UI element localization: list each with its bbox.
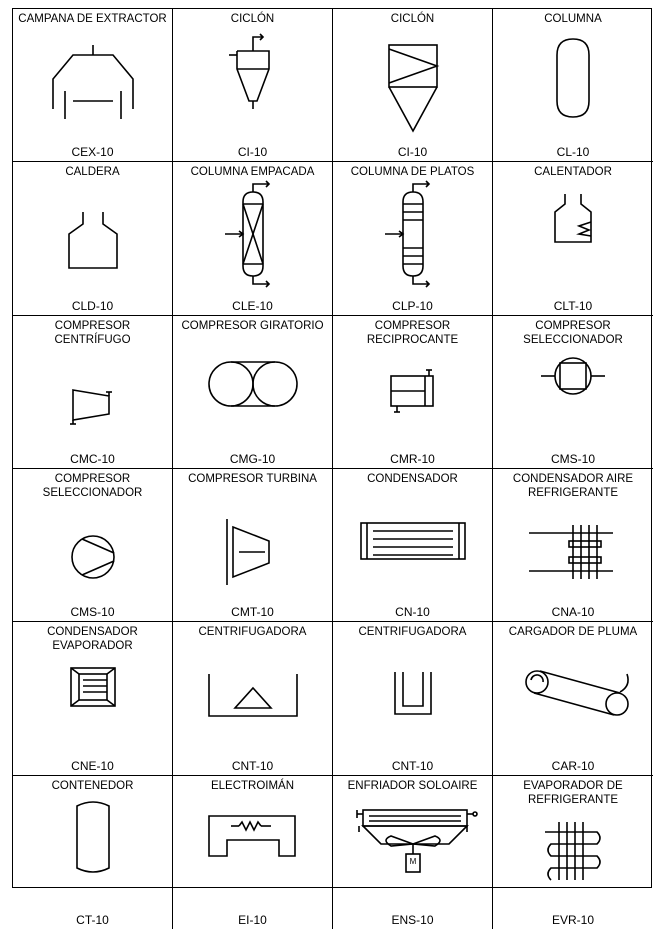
symbol-name: CENTRIFUGADORA (198, 626, 307, 639)
symbol-name: CICLÓN (390, 13, 435, 25)
symbol-name: COMPRESOR RECIPROCANTE (366, 319, 459, 346)
symbol-name: CONDENSADOR AIRE REFRIGERANTE (512, 472, 634, 499)
electromagnet-icon (173, 776, 333, 929)
symbol-code: CMR-10 (390, 451, 435, 466)
symbol-code: CLD-10 (71, 298, 114, 313)
symbol-cell (493, 776, 653, 929)
symbol-cell (13, 776, 173, 929)
symbol-name: CONDENSADOR (367, 472, 458, 485)
symbol-cell (333, 9, 493, 162)
symbol-code: CNT-10 (391, 758, 434, 773)
symbol-name: COMPRESOR SELECCIONADOR (523, 319, 623, 346)
symbol-code: CL-10 (556, 145, 590, 160)
symbol-code: CI-10 (237, 145, 268, 160)
selector-compressor-alt-icon (13, 469, 173, 622)
selector-compressor-icon (493, 316, 653, 469)
symbol-code: CMS-10 (550, 451, 595, 466)
refrigerant-evaporator-icon (493, 776, 653, 929)
symbol-name: COMPRESOR CENTRÍFUGO (54, 319, 131, 346)
symbol-code: CLE-10 (232, 298, 273, 313)
symbol-cell (173, 776, 333, 929)
symbol-code: CMC-10 (70, 451, 115, 466)
symbol-cell (493, 9, 653, 162)
symbol-cell (13, 316, 173, 469)
symbol-name: COMPRESOR TURBINA (188, 472, 317, 485)
boiler-icon (13, 162, 173, 315)
symbol-code: ENS-10 (391, 912, 434, 927)
symbol-name: CENTRIFUGADORA (358, 626, 467, 639)
centrifuge-alt-icon (333, 622, 493, 775)
symbol-name: CALENTADOR (534, 166, 612, 179)
air-cooler-icon (333, 776, 493, 929)
symbol-code: EI-10 (238, 912, 267, 927)
symbol-code: CNA-10 (551, 605, 595, 620)
symbol-code: CNE-10 (71, 758, 114, 773)
symbol-code: CN-10 (395, 605, 430, 620)
symbol-name: COLUMNA EMPACADA (190, 166, 315, 179)
symbol-name: COLUMNA DE PLATOS (350, 166, 475, 179)
condenser-icon (333, 469, 493, 622)
centrifuge-icon (173, 622, 333, 775)
symbol-name: CONDENSADOR EVAPORADOR (47, 626, 138, 653)
boom-loader-icon (493, 622, 653, 775)
symbol-cell (173, 622, 333, 775)
symbol-cell (13, 622, 173, 775)
symbol-cell (333, 622, 493, 775)
symbol-name: CONTENEDOR (51, 779, 134, 792)
cyclone-alt-icon (333, 9, 493, 162)
symbol-code: CLT-10 (553, 298, 593, 313)
symbol-grid (12, 8, 652, 927)
symbol-code: CMS-10 (70, 605, 115, 620)
evaporative-condenser-icon (13, 622, 173, 775)
symbol-cell (13, 469, 173, 622)
symbol-name: COMPRESOR GIRATORIO (181, 319, 324, 332)
symbol-cell (493, 162, 653, 315)
motor-label: M (409, 856, 417, 866)
symbol-cell (333, 776, 493, 929)
symbol-cell (333, 316, 493, 469)
symbol-code: CI-10 (397, 145, 428, 160)
symbol-cell (13, 162, 173, 315)
symbol-code: EVR-10 (551, 912, 595, 927)
reciprocating-compressor-icon (333, 316, 493, 469)
rotary-compressor-icon (173, 316, 333, 469)
extractor-hood-icon (13, 9, 173, 162)
column-icon (493, 9, 653, 162)
symbol-cell (333, 162, 493, 315)
symbol-code: CEX-10 (71, 145, 114, 160)
symbol-cell (493, 316, 653, 469)
symbol-code: CMT-10 (231, 605, 274, 620)
symbol-code: CT-10 (76, 912, 109, 927)
symbol-name: CAMPANA DE EXTRACTOR (18, 13, 167, 25)
symbol-name: CARGADOR DE PLUMA (508, 626, 638, 639)
cyclone-icon (173, 9, 333, 162)
container-icon (13, 776, 173, 929)
symbol-code: CMG-10 (229, 451, 276, 466)
symbol-cell (173, 9, 333, 162)
symbol-code: CLP-10 (392, 298, 433, 313)
air-cooled-condenser-icon (493, 469, 653, 622)
symbol-code: CAR-10 (551, 758, 595, 773)
heater-icon (493, 162, 653, 315)
symbol-cell (493, 469, 653, 622)
packed-column-icon (173, 162, 333, 315)
symbol-name: ELECTROIMÁN (210, 779, 295, 792)
symbol-cell (173, 316, 333, 469)
symbol-name: CICLÓN (230, 13, 275, 25)
symbol-name: COLUMNA (544, 13, 602, 25)
symbol-code: CNT-10 (231, 758, 274, 773)
centrifugal-compressor-icon (13, 316, 173, 469)
plate-column-icon (333, 162, 493, 315)
symbol-name: CALDERA (65, 166, 120, 179)
symbol-name: EVAPORADOR DE REFRIGERANTE (523, 779, 623, 806)
symbol-cell (13, 9, 173, 162)
symbol-cell (173, 469, 333, 622)
turbine-compressor-icon (173, 469, 333, 622)
symbol-cell (493, 622, 653, 775)
symbol-name: COMPRESOR SELECCIONADOR (42, 472, 143, 499)
symbol-cell (173, 162, 333, 315)
symbol-name: ENFRIADOR SOLOAIRE (347, 779, 478, 792)
symbol-cell (333, 469, 493, 622)
